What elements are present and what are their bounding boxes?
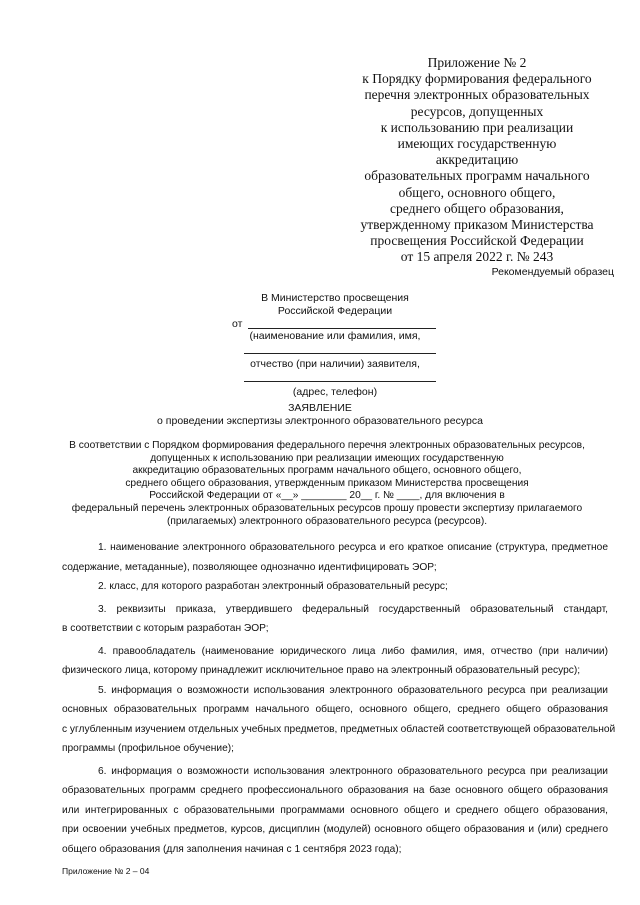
list-item	[62, 681, 616, 759]
item-line: с углубленным изучением отдельных учебных предметов, предметных областей соответствующей образовательной	[62, 723, 616, 735]
document-title	[0, 402, 640, 428]
item-line: основных образовательных программ начального общего, основного общего, среднего общего образования	[62, 704, 608, 715]
list-item	[62, 577, 608, 597]
item-line: при освоении учебных предметов, курсов, дисциплин (модулей) основного общего образования и (или) среднего	[62, 824, 608, 835]
intro-line: среднего общего образования, утвержденным приказом Министерства просвещения	[125, 477, 529, 489]
appendix-line: аккредитацию	[435, 152, 519, 168]
appendix-line: просвещения Российской Федерации	[370, 233, 584, 249]
intro-paragraph	[62, 440, 592, 528]
appendix-line: Приложение № 2	[427, 55, 527, 70]
page-footer: Приложение № 2 – 04	[62, 866, 150, 876]
item-line: содержание, метаданные), позволяющее однозначно идентифицировать ЭОР;	[62, 561, 437, 573]
addressee-note: (наименование или фамилия, имя,	[249, 330, 421, 342]
intro-line: В соответствии с Порядком формирования федерального перечня электронных образовательных ресурсов,	[69, 440, 585, 451]
intro-line: допущенных к использованию при реализации имеющих государственную	[150, 452, 504, 464]
addressee-note: (адрес, телефон)	[292, 386, 378, 398]
item-line: 3. реквизиты приказа, утвердившего федеральный государственный образовательный стандарт,	[98, 603, 608, 615]
addressee-note: отчество (при наличии) заявителя,	[250, 358, 420, 370]
appendix-line: к Порядку формирования федерального	[362, 71, 592, 87]
appendix-line: образовательных программ начального	[364, 168, 590, 184]
list-item	[62, 538, 608, 577]
from-label: от	[232, 318, 243, 330]
intro-line: (прилагаемых) электронного образовательного ресурса (ресурсов).	[166, 515, 488, 527]
intro-line: федеральный перечень электронных образовательных ресурсов прошу провести экспертизу прилагаемого	[71, 502, 583, 514]
item-line: образовательных программ среднего профессионального образования на базе основного общего образования	[62, 785, 608, 796]
item-line: в соответствии с которым разработан ЭОР;	[62, 623, 269, 634]
item-line: программы (профильное обучение);	[62, 743, 234, 754]
from-row	[230, 318, 440, 329]
addressee-line: В Министерство просвещения	[261, 292, 409, 304]
appendix-line: утвержденному приказом Министерства	[360, 217, 594, 233]
item-line: 5. информация о возможности использования электронного образовательного ресурса при реализации	[98, 684, 608, 696]
item-line: физического лица, которому принадлежит исключительное право на электронный образовательный ресурс);	[62, 665, 581, 676]
item-line: или интегрированных с образовательными программами основного общего и среднего общего образования,	[62, 804, 608, 816]
blank-line	[244, 343, 436, 354]
appendix-line: от 15 апреля 2022 г. № 243	[400, 249, 554, 265]
title-heading: ЗАЯВЛЕНИЕ	[288, 402, 352, 414]
appendix-header	[352, 55, 602, 266]
list-item	[62, 762, 608, 860]
appendix-line: имеющих государственную	[397, 136, 557, 152]
appendix-line: к использованию при реализации	[380, 119, 574, 135]
item-line: общего образования (для заполнения начиная с 1 сентября 2023 года);	[62, 843, 402, 855]
appendix-line: общего, основного общего,	[398, 184, 556, 200]
item-line: 6. информация о возможности использования электронного образовательного ресурса при реализации	[98, 765, 608, 777]
blank-line	[244, 371, 436, 382]
blank-line	[248, 318, 436, 329]
item-line: 2. класс, для которого разработан электронный образовательный ресурс;	[98, 581, 448, 592]
list-item	[62, 642, 608, 681]
list-item	[62, 600, 608, 639]
appendix-line: ресурсов, допущенных	[410, 103, 544, 119]
appendix-line: перечня электронных образовательных	[364, 87, 590, 103]
appendix-line: среднего общего образования,	[390, 200, 564, 216]
title-subheading: о проведении экспертизы электронного образовательного ресурса	[157, 415, 483, 427]
item-line: 4. правообладатель (наименование юридического лица либо фамилия, имя, отчество (при наличии)	[98, 645, 608, 657]
intro-line: Российской Федерации от «__» ________ 20__ г. № ____, для включения в	[149, 490, 505, 502]
addressee-line: Российской Федерации	[277, 305, 393, 317]
addressee-block	[230, 292, 440, 399]
items-list	[62, 538, 616, 859]
intro-line: аккредитацию образовательных программ начального общего, основного общего,	[132, 465, 522, 477]
item-line: 1. наименование электронного образовательного ресурса и его краткое описание (структура, предметное	[98, 542, 608, 553]
sample-label: Рекомендуемый образец	[491, 266, 614, 278]
